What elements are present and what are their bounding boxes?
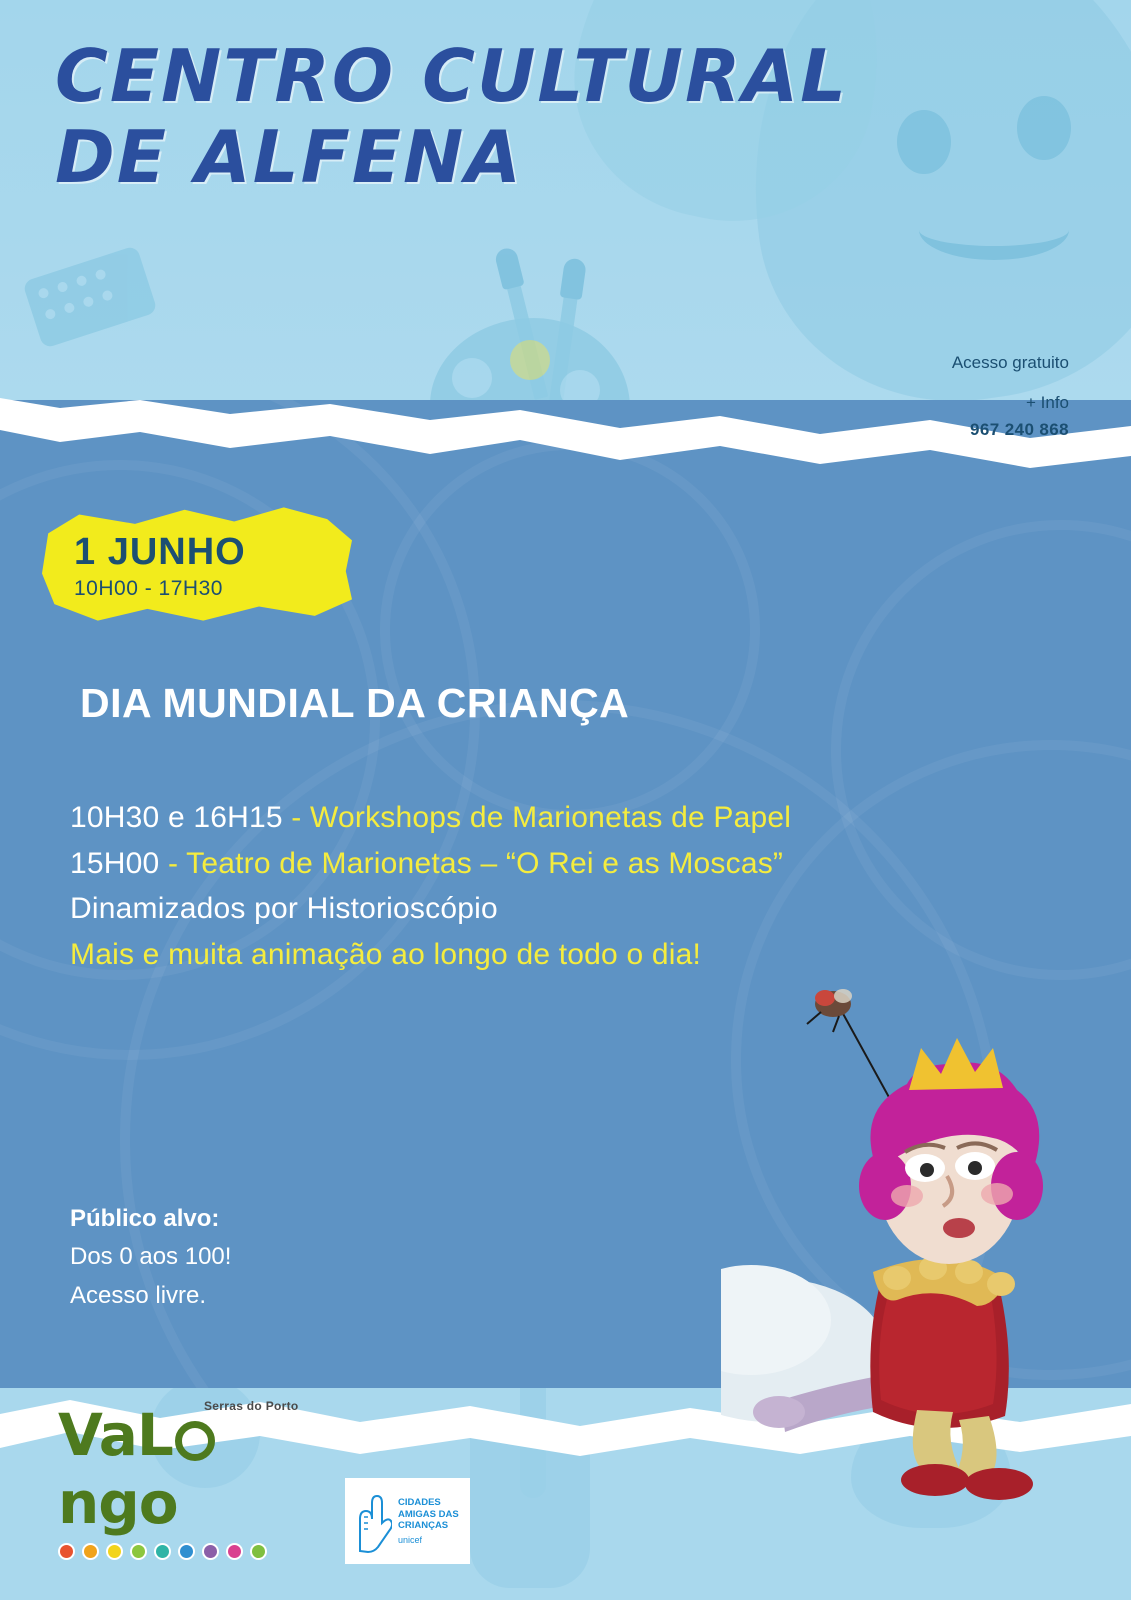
event-title: DIA MUNDIAL DA CRIANÇA [80, 680, 630, 726]
contact-info [952, 350, 1069, 443]
venue-title-line2: DE ALFENA [55, 115, 523, 200]
valongo-o-ring-icon [175, 1421, 215, 1461]
valongo-logo-subtitle: Serras do Porto [204, 1399, 299, 1413]
valongo-wordmark-part2: L [136, 1401, 173, 1469]
program-time: 15H00 [70, 846, 160, 880]
program-time: 10H30 e 16H15 [70, 801, 283, 834]
program-text: Mais e muita animação ao longo de todo o dia! [70, 937, 702, 971]
audience-block [70, 1200, 231, 1315]
valongo-logo [58, 1401, 328, 1560]
unicef-logo-line4: unicef [398, 1535, 423, 1546]
mask-mouth-icon [919, 200, 1069, 260]
program-list [70, 795, 970, 977]
crayon-box-icon [22, 245, 158, 349]
audience-line1: Dos 0 aos 100! [70, 1243, 232, 1271]
venue-title [55, 34, 848, 200]
valongo-color-dots [58, 1543, 328, 1560]
mask-eye-left-icon [897, 110, 951, 174]
event-time-range: 10H00 - 17H30 [74, 577, 223, 600]
program-separator: - [282, 801, 311, 834]
venue-title-line1: CENTRO CULTURAL [55, 34, 848, 118]
unicef-logo-line1: CIDADES [398, 1496, 441, 1508]
date-badge [42, 505, 352, 625]
valongo-wordmark-part3: ngo [58, 1469, 178, 1537]
program-item [70, 932, 970, 978]
valongo-logo-wordmark [58, 1401, 328, 1537]
audience-heading: Público alvo: [70, 1205, 220, 1232]
phone-number: 967 240 868 [970, 419, 1069, 439]
program-separator: - [159, 846, 187, 880]
valongo-wordmark-part1: Va [58, 1401, 137, 1469]
program-item [70, 841, 970, 887]
program-text: Dinamizados por Historioscópio [70, 892, 498, 926]
event-date: 1 JUNHO [74, 531, 246, 573]
unicef-logo-line2: AMIGAS DAS [398, 1508, 459, 1520]
unicef-logo-line3: CRIANÇAS [398, 1520, 449, 1532]
access-note: Acesso gratuito [951, 353, 1069, 372]
info-label: + Info [1025, 393, 1069, 413]
mask-eye-right-icon [1017, 96, 1071, 160]
audience-line2: Acesso livre. [70, 1281, 207, 1309]
hand-icon [352, 1489, 392, 1553]
program-item [70, 795, 970, 841]
program-item [70, 886, 970, 932]
program-text: Workshops de Marionetas de Papel [310, 801, 792, 834]
program-text: Teatro de Marionetas – “O Rei e as Moscas” [186, 846, 784, 880]
puppet-king-illustration [721, 980, 1121, 1500]
unicef-child-friendly-cities-logo [345, 1478, 470, 1564]
